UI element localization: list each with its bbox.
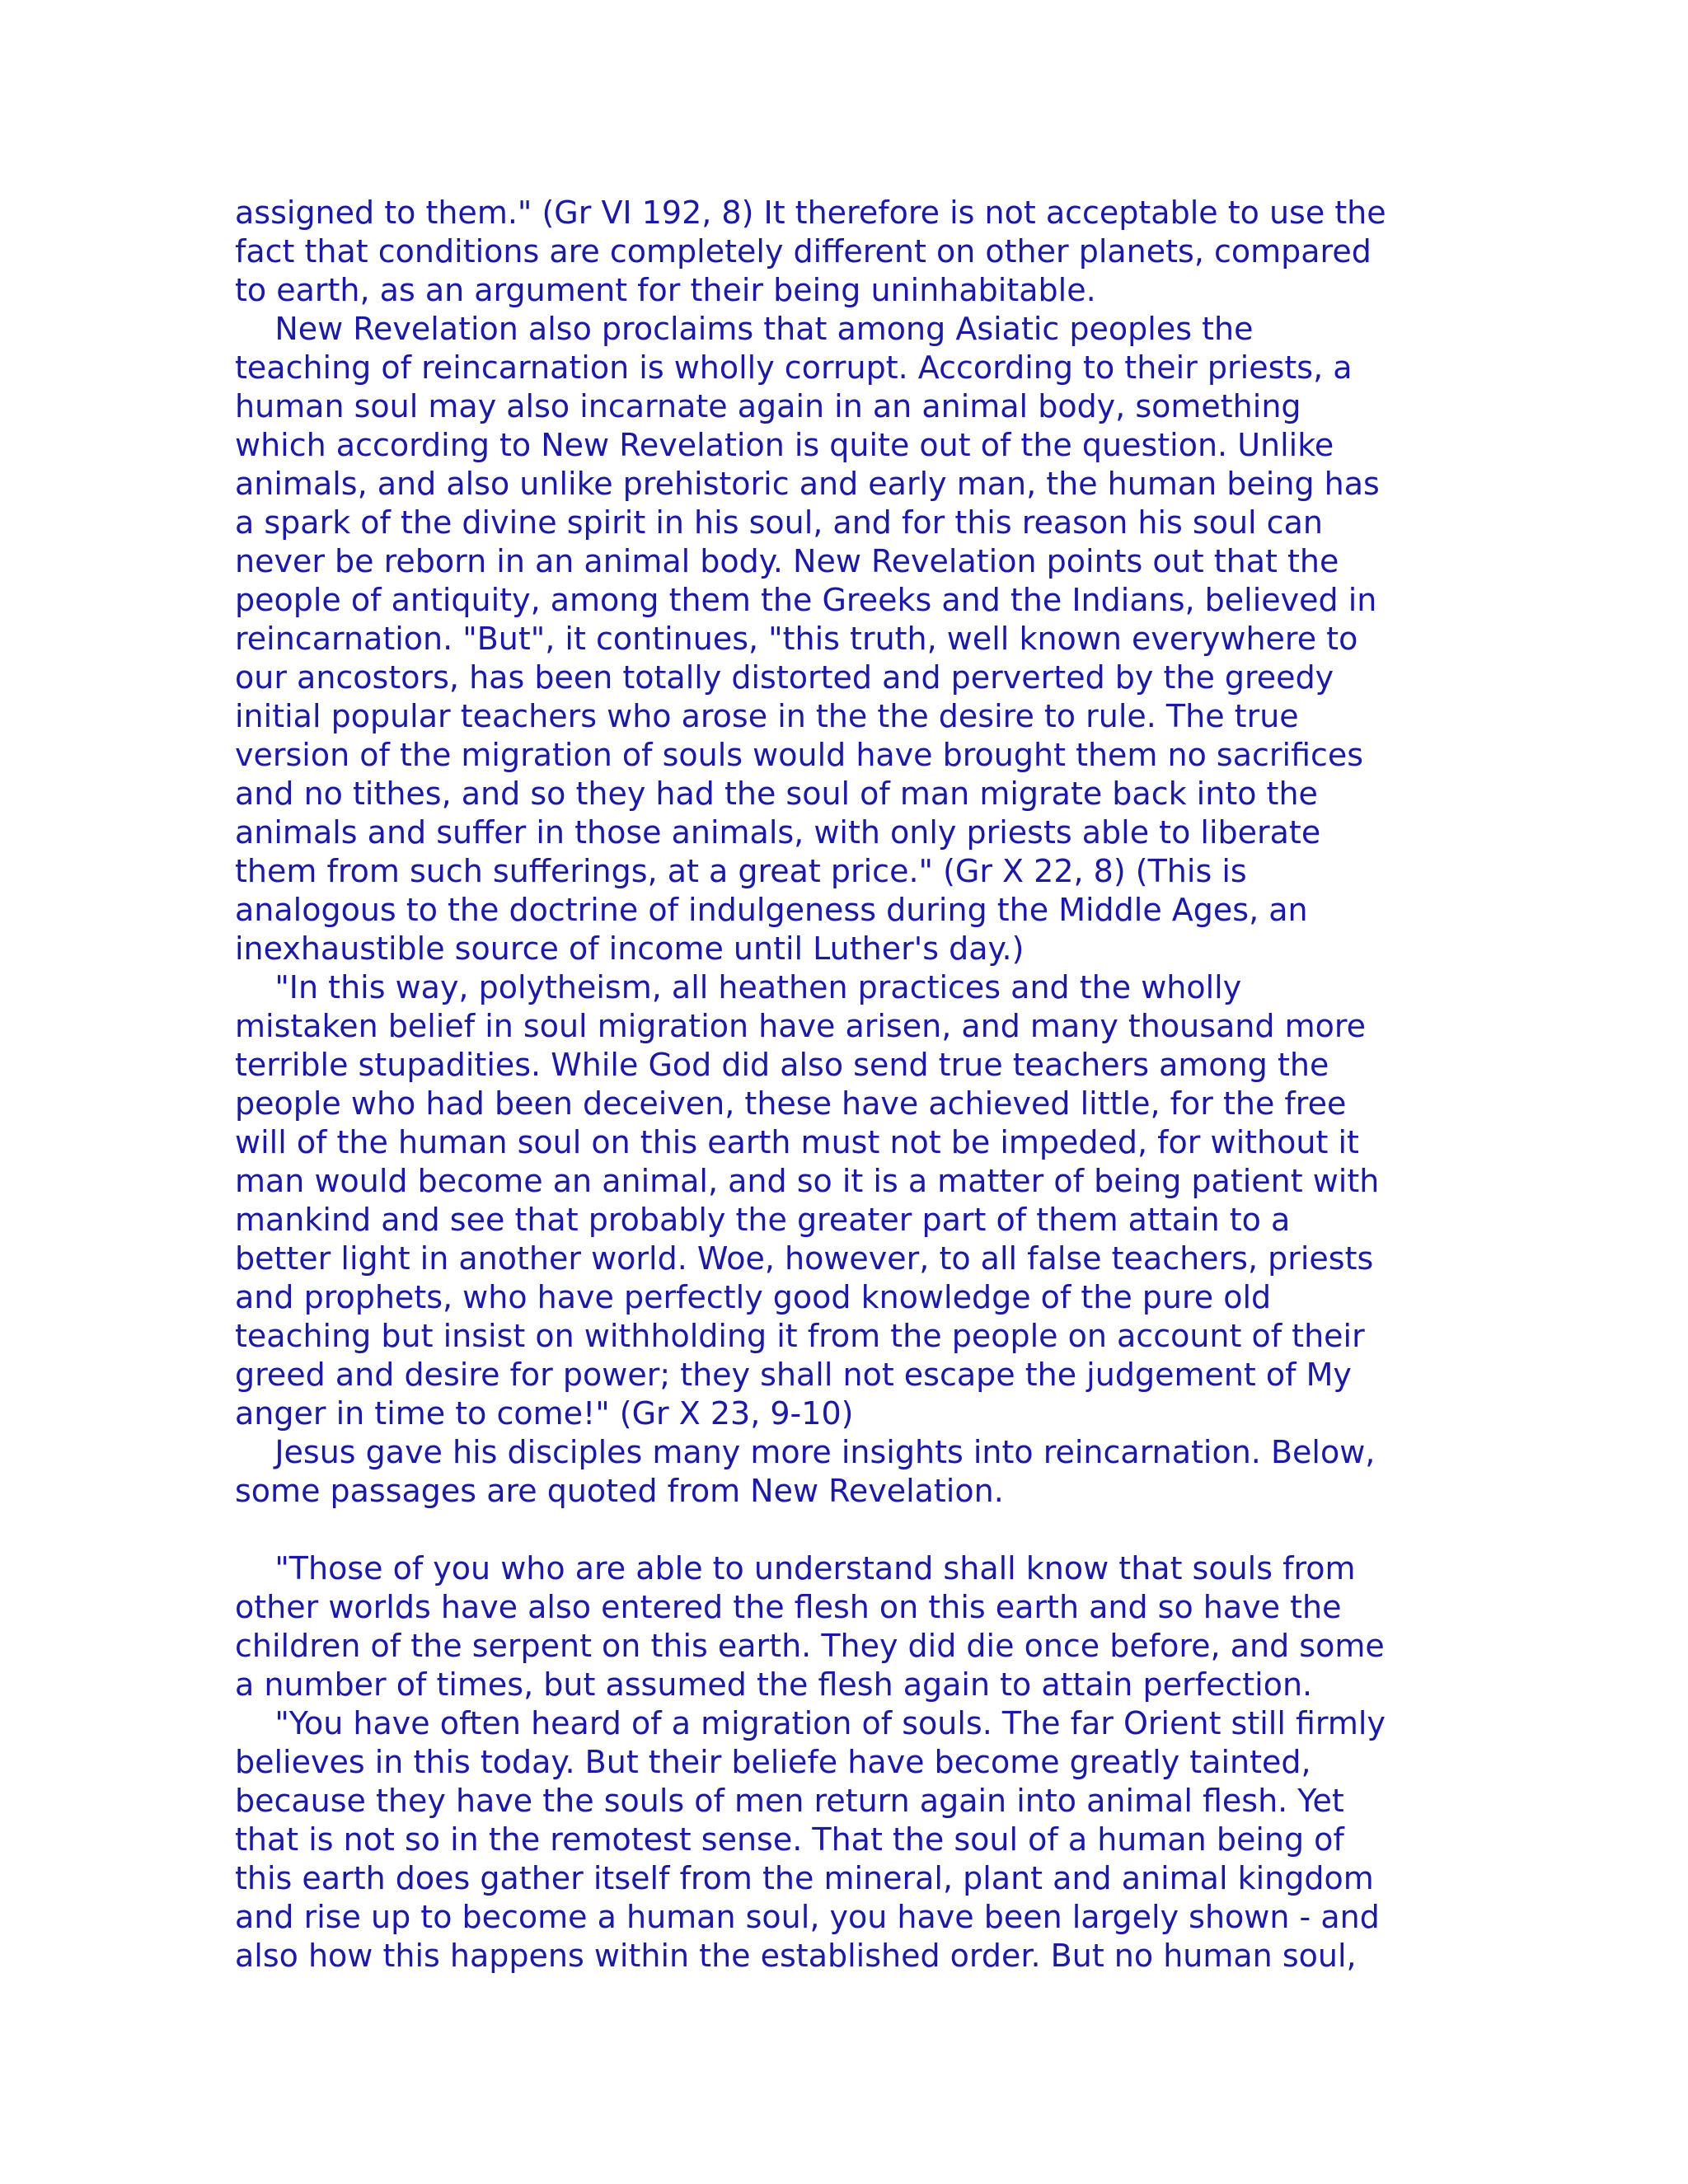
text-line: inexhaustible source of income until Luther's day.) xyxy=(235,930,1025,967)
text-line: Jesus gave his disciples many more insights into reincarnation. Below, xyxy=(235,1434,1376,1470)
text-line: greed and desire for power; they shall not escape the judgement of My xyxy=(235,1357,1352,1393)
text-line: "You have often heard of a migration of souls. The far Orient still firmly xyxy=(235,1705,1386,1741)
text-line: and rise up to become a human soul, you have been largely shown - and xyxy=(235,1899,1380,1935)
text-line: initial popular teachers who arose in the the desire to rule. The true xyxy=(235,698,1299,734)
text-line: terrible stupadities. While God did also send true teachers among the xyxy=(235,1047,1329,1083)
text-line: mankind and see that probably the greater part of them attain to a xyxy=(235,1202,1291,1238)
text-line: a spark of the divine spirit in his soul, and for this reason his soul can xyxy=(235,504,1323,541)
text-line: "Those of you who are able to understand shall know that souls from xyxy=(235,1550,1356,1586)
text-line: other worlds have also entered the flesh on this earth and so have the xyxy=(235,1589,1342,1625)
text-line: them from such sufferings, at a great price." (Gr X 22, 8) (This is xyxy=(235,853,1247,889)
text-line: and prophets, who have perfectly good knowledge of the pure old xyxy=(235,1279,1272,1315)
text-line: man would become an animal, and so it is a matter of being patient with xyxy=(235,1163,1380,1199)
text-line: animals, and also unlike prehistoric and early man, the human being has xyxy=(235,466,1380,502)
text-line: because they have the souls of men return again into animal flesh. Yet xyxy=(235,1783,1344,1819)
text-line: mistaken belief in soul migration have arisen, and many thousand more xyxy=(235,1008,1367,1044)
body-text xyxy=(235,194,1471,1975)
text-line: that is not so in the remotest sense. That the soul of a human being of xyxy=(235,1821,1344,1858)
text-line: better light in another world. Woe, however, to all false teachers, priests xyxy=(235,1240,1374,1277)
text-line: assigned to them." (Gr VI 192, 8) It therefore is not acceptable to use the xyxy=(235,194,1386,231)
text-line: reincarnation. "But", it continues, "this truth, well known everywhere to xyxy=(235,621,1358,657)
text-line: animals and suffer in those animals, with only priests able to liberate xyxy=(235,814,1321,851)
text-line: will of the human soul on this earth must not be impeded, for without it xyxy=(235,1124,1359,1160)
text-line: this earth does gather itself from the mineral, plant and animal kingdom xyxy=(235,1860,1374,1896)
text-line: also how this happens within the established order. But no human soul, xyxy=(235,1938,1357,1974)
text-line: children of the serpent on this earth. They did die once before, and some xyxy=(235,1628,1385,1664)
text-line: New Revelation also proclaims that among Asiatic peoples the xyxy=(235,311,1254,347)
text-line: human soul may also incarnate again in an animal body, something xyxy=(235,388,1301,424)
text-line: fact that conditions are completely different on other planets, compared xyxy=(235,233,1372,269)
blank-line xyxy=(235,1511,1471,1549)
text-line: anger in time to come!" (Gr X 23, 9-10) xyxy=(235,1395,854,1432)
text-line: some passages are quoted from New Revelation. xyxy=(235,1473,1004,1509)
text-line: our ancostors, has been totally distorted and perverted by the greedy xyxy=(235,659,1334,696)
text-line: and no tithes, and so they had the soul of man migrate back into the xyxy=(235,776,1318,812)
text-line: which according to New Revelation is quite out of the question. Unlike xyxy=(235,427,1334,463)
text-line: version of the migration of souls would have brought them no sacrifices xyxy=(235,737,1364,773)
text-line: a number of times, but assumed the flesh again to attain perfection. xyxy=(235,1666,1313,1703)
text-line: teaching of reincarnation is wholly corrupt. According to their priests, a xyxy=(235,349,1353,386)
text-line: never be reborn in an animal body. New Revelation points out that the xyxy=(235,543,1339,579)
text-line: "In this way, polytheism, all heathen practices and the wholly xyxy=(235,969,1242,1005)
text-line: people of antiquity, among them the Greeks and the Indians, believed in xyxy=(235,582,1377,618)
text-line: people who had been deceiven, these have achieved little, for the free xyxy=(235,1085,1347,1122)
text-line: teaching but insist on withholding it from the people on account of their xyxy=(235,1318,1365,1354)
text-line: analogous to the doctrine of indulgeness during the Middle Ages, an xyxy=(235,892,1308,928)
text-line: believes in this today. But their beliefe have become greatly tainted, xyxy=(235,1744,1311,1780)
text-line: to earth, as an argument for their being uninhabitable. xyxy=(235,272,1096,308)
